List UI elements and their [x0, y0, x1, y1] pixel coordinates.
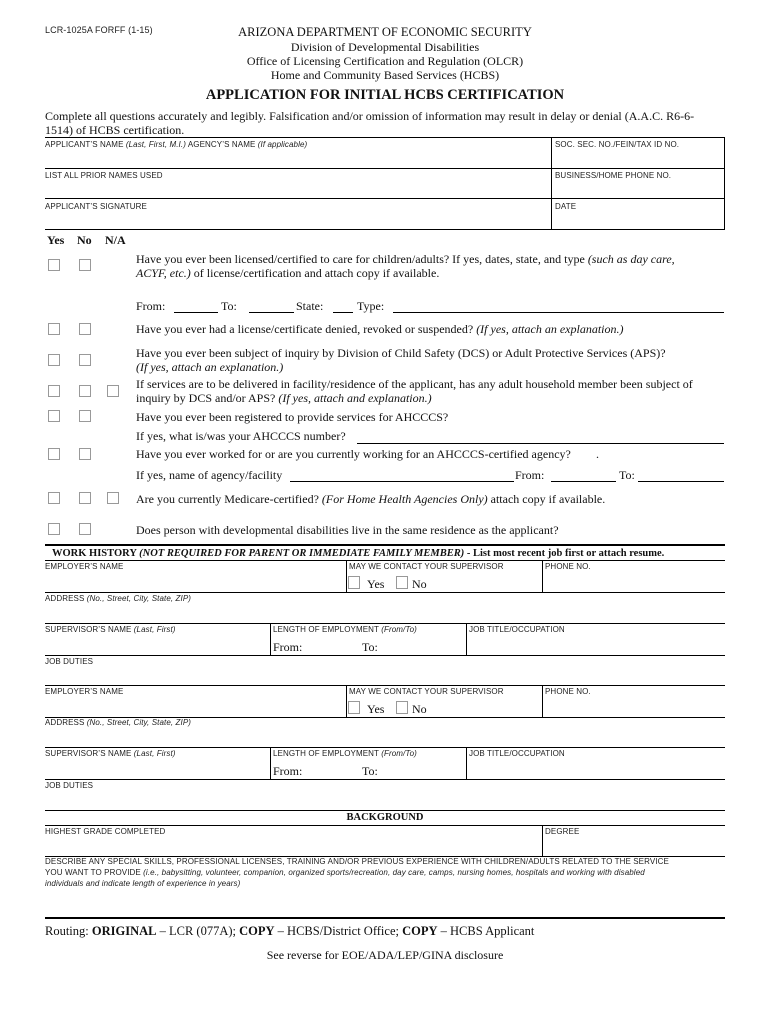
background-heading: BACKGROUND	[346, 812, 424, 823]
q8-text: Does person with developmental disabilities live in the same residence as the applicant?	[136, 523, 559, 537]
na-column-heading: N/A	[105, 233, 126, 247]
employer-1-contact-yes-label: Yes	[367, 577, 385, 591]
signature-field[interactable]	[45, 212, 549, 228]
employer-1-contact-yes-checkbox[interactable]	[348, 576, 360, 589]
q2-text: Have you ever had a license/certificate denied, revoked or suspended? (If yes, attach an explanation.)	[136, 322, 624, 336]
employer-1-name-field[interactable]	[45, 572, 344, 590]
employer-2-contact-no-checkbox[interactable]	[396, 701, 408, 714]
q2-no-checkbox[interactable]	[79, 323, 91, 335]
q4-yes-checkbox[interactable]	[48, 385, 60, 397]
footer-note: See reverse for EOE/ADA/LEP/GINA disclosure	[266, 948, 504, 962]
q3-text-line1: Have you ever been subject of inquiry by Division of Child Safety (DCS) or Adult Protective Services (APS)?	[136, 346, 666, 360]
prior-names-field[interactable]	[45, 181, 549, 197]
ssn-field[interactable]	[555, 150, 721, 166]
employer-2-contact-label: MAY WE CONTACT YOUR SUPERVISOR	[349, 687, 504, 696]
q1-yes-checkbox[interactable]	[48, 259, 60, 271]
employer-2-job-title-label: JOB TITLE/OCCUPATION	[469, 749, 565, 758]
q6-from-field[interactable]	[551, 481, 616, 482]
employer-2-address-label: ADDRESS (No., Street, City, State, ZIP)	[45, 718, 192, 727]
program-name: Home and Community Based Services (HCBS)	[270, 68, 500, 82]
q1-text-line2: ACYF, etc.) of license/certification and attach copy if available.	[136, 266, 440, 280]
agency-name: ARIZONA DEPARTMENT OF ECONOMIC SECURITY	[238, 25, 532, 39]
form-title: APPLICATION FOR INITIAL HCBS CERTIFICATION	[205, 87, 565, 103]
q7-text: Are you currently Medicare-certified? (For Home Health Agencies Only) attach copy if available.	[136, 492, 606, 506]
work-history-heading: WORK HISTORY (NOT REQUIRED FOR PARENT OR IMMEDIATE FAMILY MEMBER) - List most recent job first or attach resume.	[52, 548, 665, 559]
form-code: LCR-1025A FORFF (1-15)	[45, 25, 153, 35]
q3-yes-checkbox[interactable]	[48, 354, 60, 366]
phone-label: BUSINESS/HOME PHONE NO.	[555, 171, 672, 180]
employer-1-duties-label: JOB DUTIES	[45, 657, 94, 666]
q1-from-field[interactable]	[174, 312, 218, 313]
q8-yes-checkbox[interactable]	[48, 523, 60, 535]
date-label: DATE	[555, 202, 577, 211]
employer-2-duties-label: JOB DUTIES	[45, 781, 94, 790]
q6-text: Have you ever worked for or are you currently working for an AHCCCS-certified agency?	[136, 447, 571, 461]
q5-text: Have you ever been registered to provide services for AHCCCS?	[136, 410, 449, 424]
employer-1-job-title-field[interactable]	[469, 635, 723, 653]
employer-2-length-label: LENGTH OF EMPLOYMENT (From/To)	[273, 749, 417, 758]
employer-2-supervisor-field[interactable]	[45, 759, 268, 777]
employer-2-phone-label: PHONE NO.	[545, 687, 591, 696]
no-column-heading: No	[77, 233, 92, 247]
employer-2-phone-field[interactable]	[545, 697, 723, 715]
q4-no-checkbox[interactable]	[79, 385, 91, 397]
ahcccs-number-field[interactable]	[357, 443, 724, 444]
employer-2-address-field[interactable]	[45, 728, 723, 746]
employer-2-name-label: EMPLOYER’S NAME	[45, 687, 124, 696]
employer-2-job-title-field[interactable]	[469, 759, 723, 777]
grade-label: HIGHEST GRADE COMPLETED	[45, 827, 166, 836]
grade-field[interactable]	[45, 837, 540, 854]
degree-label: DEGREE	[545, 827, 580, 836]
applicant-name-field[interactable]	[45, 150, 549, 166]
q4-text-line2: inquiry by DCS and/or APS? (If yes, attach and explanation.)	[136, 391, 432, 405]
division-name: Division of Developmental Disabilities	[290, 40, 480, 54]
employer-1-address-label: ADDRESS (No., Street, City, State, ZIP)	[45, 594, 192, 603]
date-field[interactable]	[555, 212, 721, 228]
instructions-line2: 1514) of HCBS certification.	[45, 123, 185, 137]
ssn-label: SOC. SEC. NO./FEIN/TAX ID NO.	[555, 140, 680, 149]
employer-1-contact-no-checkbox[interactable]	[396, 576, 408, 589]
employer-1-to-label: To:	[362, 640, 378, 654]
q8-no-checkbox[interactable]	[79, 523, 91, 535]
signature-label: APPLICANT’S SIGNATURE	[45, 202, 147, 211]
employer-2-contact-yes-checkbox[interactable]	[348, 701, 360, 714]
q1-state-label: State:	[296, 299, 324, 313]
office-name: Office of Licensing Certification and Regulation (OLCR)	[246, 54, 524, 68]
applicant-name-label: APPLICANT’S NAME (Last, First, M.I.) AGENCY’S NAME (If applicable)	[45, 140, 308, 149]
agency-facility-field[interactable]	[290, 481, 514, 482]
employer-1-phone-field[interactable]	[545, 572, 723, 590]
employer-2-name-field[interactable]	[45, 697, 344, 715]
employer-1-supervisor-label: SUPERVISOR’S NAME (Last, First)	[45, 625, 176, 634]
employer-2-duties-field[interactable]	[45, 791, 723, 807]
q1-state-field[interactable]	[333, 312, 353, 313]
q6-no-checkbox[interactable]	[79, 448, 91, 460]
q5-sub-text: If yes, what is/was your AHCCCS number?	[136, 429, 346, 443]
q3-no-checkbox[interactable]	[79, 354, 91, 366]
q2-yes-checkbox[interactable]	[48, 323, 60, 335]
employer-1-from-label: From:	[273, 640, 303, 654]
employer-1-contact-no-label: No	[412, 577, 427, 591]
describe-field[interactable]	[45, 890, 723, 916]
q1-text-line1: Have you ever been licensed/certified to care for children/adults? If yes, dates, state, and type (such as day care,	[136, 252, 675, 266]
degree-field[interactable]	[545, 837, 723, 854]
employer-1-name-label: EMPLOYER’S NAME	[45, 562, 124, 571]
q1-to-label: To:	[221, 299, 237, 313]
q1-type-label: Type:	[357, 299, 385, 313]
q1-type-field[interactable]	[393, 312, 724, 313]
q4-text-line1: If services are to be delivered in facility/residence of the applicant, has any adult household member been subject of	[136, 377, 693, 391]
employer-1-contact-label: MAY WE CONTACT YOUR SUPERVISOR	[349, 562, 504, 571]
employer-1-duties-field[interactable]	[45, 667, 723, 683]
describe-line1: DESCRIBE ANY SPECIAL SKILLS, PROFESSIONAL LICENSES, TRAINING AND/OR PREVIOUS EXPERIENCE WITH CHILDREN/ADULTS RELATED TO THE SERVICE	[45, 857, 669, 866]
employer-2-contact-no-label: No	[412, 702, 427, 716]
employer-2-supervisor-label: SUPERVISOR’S NAME (Last, First)	[45, 749, 176, 758]
prior-names-label: LIST ALL PRIOR NAMES USED	[45, 171, 163, 180]
q7-no-checkbox[interactable]	[79, 492, 91, 504]
q6-yes-checkbox[interactable]	[48, 448, 60, 460]
q5-yes-checkbox[interactable]	[48, 410, 60, 422]
employer-2-contact-yes-label: Yes	[367, 702, 385, 716]
employer-1-supervisor-field[interactable]	[45, 635, 268, 653]
q6-to-field[interactable]	[638, 481, 724, 482]
employer-2-to-label: To:	[362, 764, 378, 778]
q4-na-checkbox[interactable]	[107, 385, 119, 397]
instructions-line1: Complete all questions accurately and legibly. Falsification and/or omission of information may result in delay or denial (A.A.C. R6-6-	[45, 109, 695, 123]
q6-sub-text: If yes, name of agency/facility	[136, 468, 283, 482]
q6-to-label: To:	[619, 468, 635, 482]
q7-yes-checkbox[interactable]	[48, 492, 60, 504]
q6-from-label: From:	[515, 468, 545, 482]
employer-2-from-label: From:	[273, 764, 303, 778]
describe-line2: YOU WANT TO PROVIDE (i.e., babysitting, volunteer, companion, organized sports/recreation, day care, camps, nursing homes, hospitals and working with disabled	[45, 868, 645, 877]
describe-line3: individuals and indicate length of experience in years)	[45, 879, 241, 888]
q1-to-field[interactable]	[249, 312, 294, 313]
q3-text-line2: (If yes, attach an explanation.)	[136, 360, 284, 374]
employer-1-job-title-label: JOB TITLE/OCCUPATION	[469, 625, 565, 634]
q1-no-checkbox[interactable]	[79, 259, 91, 271]
q1-from-label: From:	[136, 299, 166, 313]
employer-1-phone-label: PHONE NO.	[545, 562, 591, 571]
q6-end: .	[596, 447, 599, 461]
routing-line: Routing: ORIGINAL – LCR (077A); COPY – HCBS/District Office; COPY – HCBS Applicant	[45, 924, 535, 938]
employer-1-length-label: LENGTH OF EMPLOYMENT (From/To)	[273, 625, 417, 634]
q7-na-checkbox[interactable]	[107, 492, 119, 504]
yes-column-heading: Yes	[47, 233, 65, 247]
q5-no-checkbox[interactable]	[79, 410, 91, 422]
employer-1-address-field[interactable]	[45, 604, 723, 622]
phone-field[interactable]	[555, 181, 721, 197]
